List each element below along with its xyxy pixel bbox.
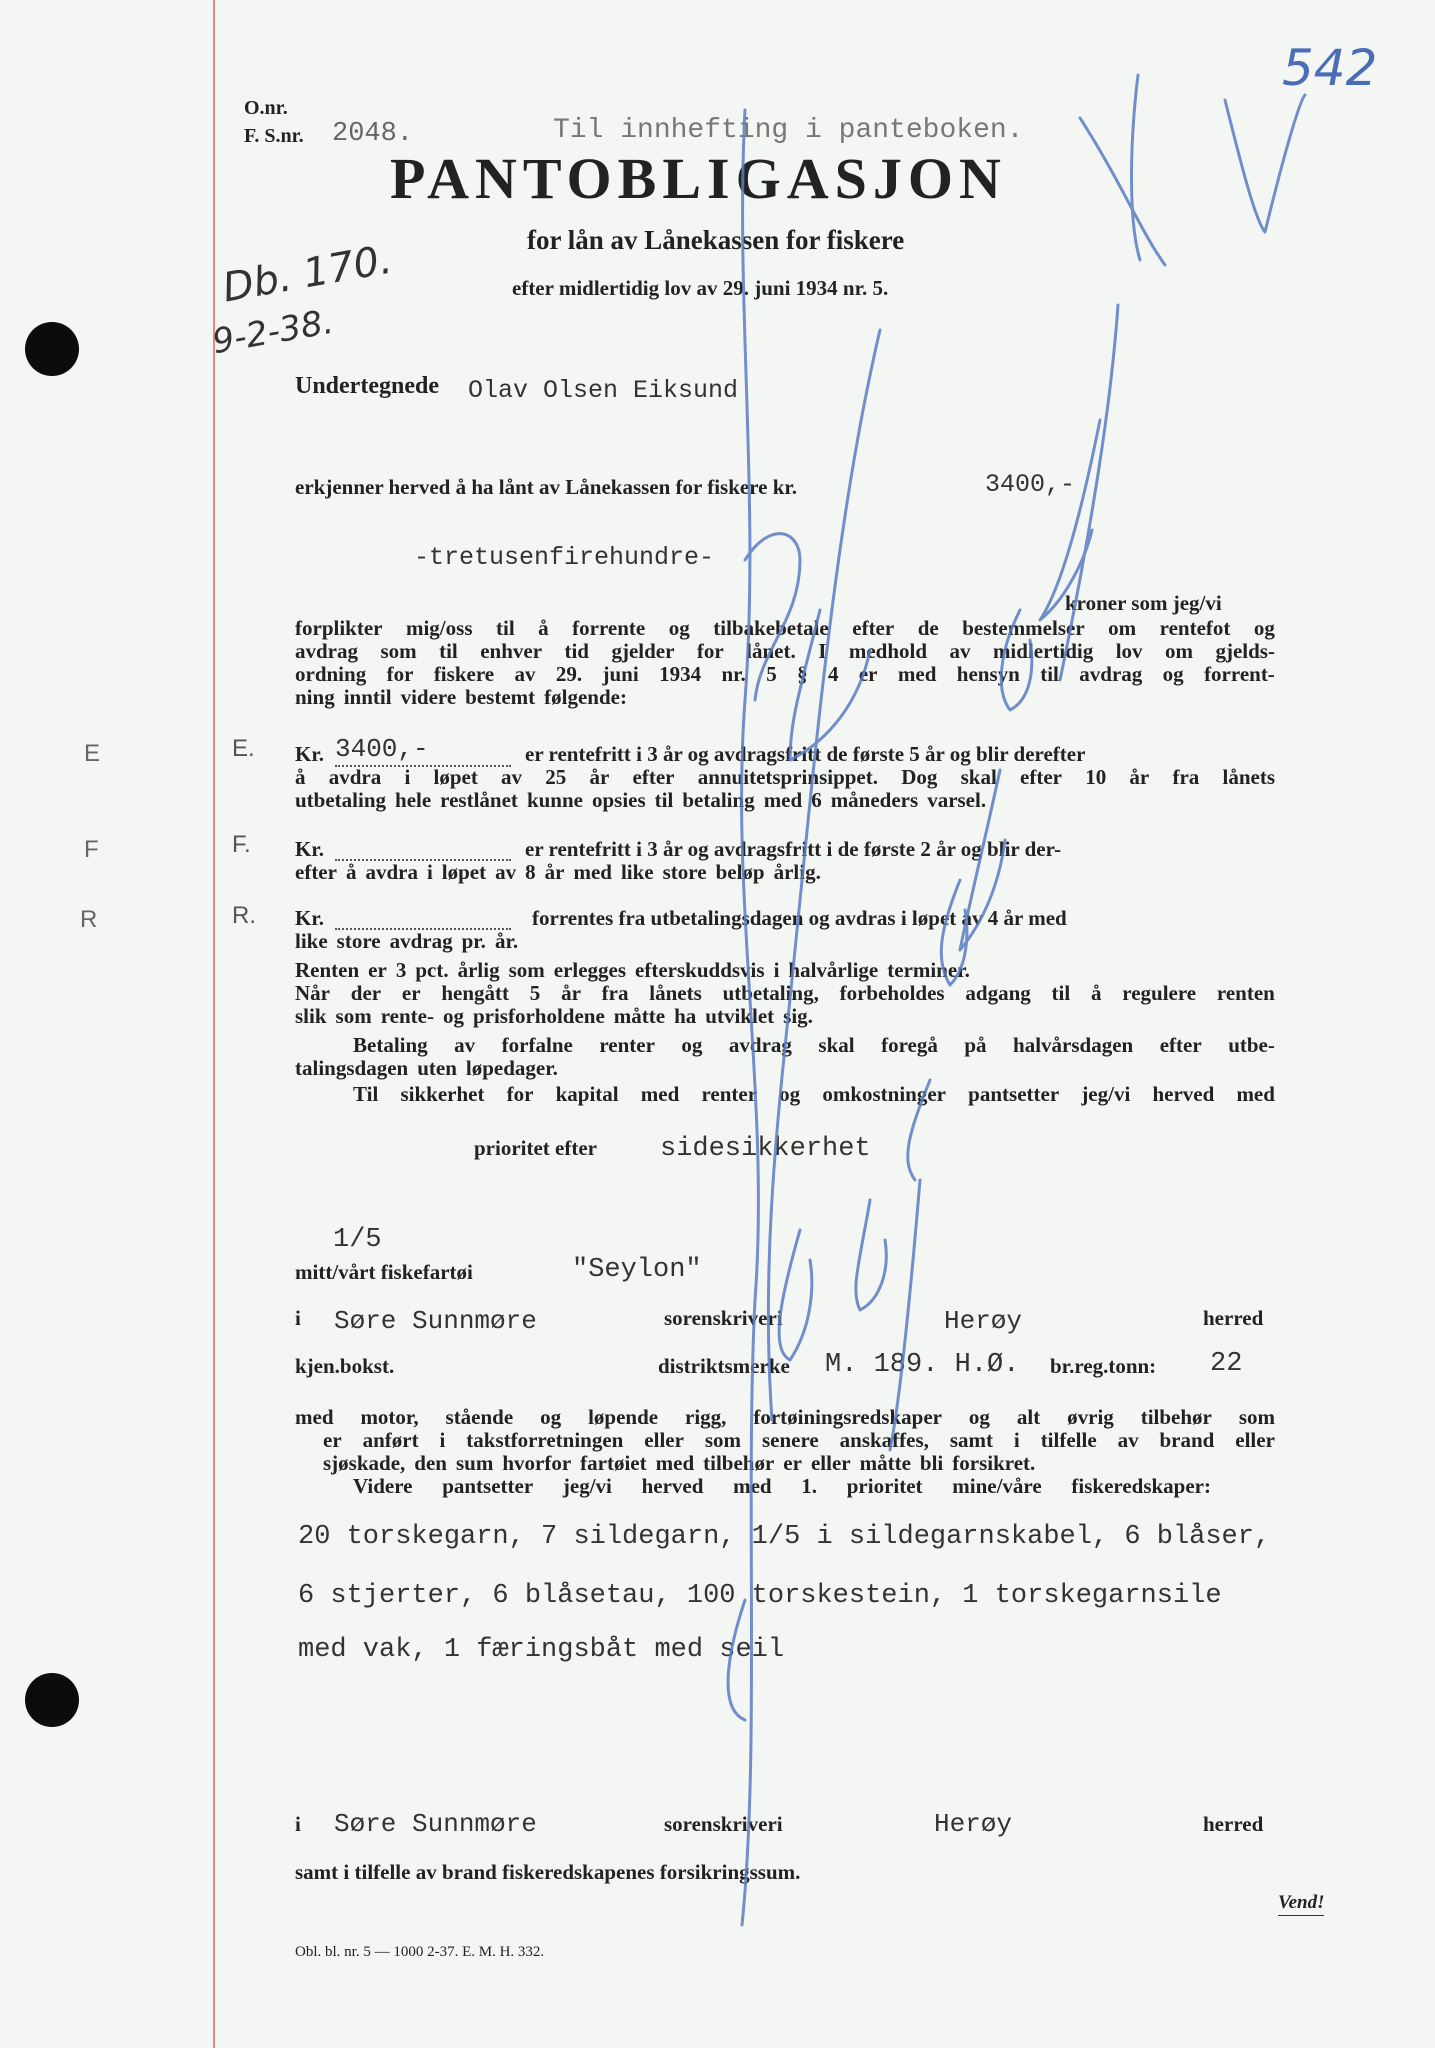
word: som [508, 958, 545, 982]
word: årlig [457, 958, 500, 982]
word: efter [632, 765, 675, 789]
word: er [401, 981, 421, 1005]
word: som [1238, 1405, 1275, 1429]
word: Renten [295, 958, 360, 982]
word: mine/våre [952, 1474, 1042, 1498]
word: herved [1152, 1082, 1215, 1106]
word: anskaffes, [839, 1428, 929, 1452]
word: senere [761, 1428, 819, 1452]
vessel-brreg: 22 [1210, 1349, 1243, 1379]
word: sjøskade, [323, 1451, 406, 1475]
word: måneders [830, 788, 919, 812]
word: utbetaling, [722, 981, 819, 1005]
word: 10 [1085, 765, 1107, 789]
word: av [1117, 1428, 1139, 1452]
word: Betaling [353, 1033, 428, 1057]
word: kunne [526, 788, 583, 812]
word: efter [1020, 765, 1062, 789]
word: terminer. [887, 958, 970, 982]
word: talingsdagen [295, 1056, 409, 1080]
word: gjelds- [1215, 639, 1275, 663]
word: måtte [613, 1004, 666, 1028]
word: jeg/vi [562, 1474, 612, 1498]
section-r-letter: R. [232, 902, 256, 929]
word: tilbakebetale [713, 616, 829, 640]
gear-line: med vak, 1 færingsbåt med seil [298, 1635, 785, 1665]
word: omkostninger [822, 1082, 947, 1106]
word: fiskere [433, 662, 495, 686]
word: 6 [811, 788, 822, 812]
word: like [620, 860, 654, 884]
word: tilbehør [1140, 1405, 1212, 1429]
word: sum [455, 1451, 494, 1475]
section-f-kr: Kr. [295, 837, 324, 861]
word: skal [818, 1033, 855, 1057]
word: 5 [529, 981, 541, 1005]
word: for [386, 662, 414, 686]
word: ordning [295, 662, 367, 686]
word: å [1090, 981, 1102, 1005]
word: fortøiningsredskaper [753, 1405, 942, 1429]
priority-label: prioritet efter [474, 1136, 597, 1160]
word: store [336, 929, 381, 953]
section-e-line1: er rentefritt i 3 år og avdragsfritt de første 5 år og blir derefter [525, 742, 1086, 766]
word: alt [1016, 1405, 1041, 1429]
vessel-sorenskriveri: sorenskriveri [664, 1306, 783, 1330]
word: prisforholdene [472, 1004, 605, 1028]
word: § [797, 662, 808, 686]
word: i [773, 958, 780, 982]
word: medhold [848, 639, 928, 663]
document-title: PANTOBLIGASJON [390, 146, 1007, 211]
word: måtte [859, 1451, 911, 1475]
word: tid [564, 639, 589, 663]
fsnr-value: 2048. [332, 119, 414, 149]
word: i [439, 1428, 446, 1452]
word: slik [295, 1004, 327, 1028]
word: og [442, 1004, 464, 1028]
word: samt [949, 1428, 993, 1452]
priority-value: sidesikkerhet [660, 1134, 871, 1164]
word: bli [919, 1451, 944, 1475]
word: i [1013, 1428, 1020, 1452]
section-f-line1: er rentefritt i 3 år og avdragsfritt i de første 2 år og blir der- [525, 837, 1062, 861]
word: 4 [827, 662, 839, 686]
word: og [779, 1082, 801, 1106]
word: til [496, 616, 515, 640]
margin-note-date: 9-2-38. [209, 301, 337, 363]
word: pantsetter [442, 1474, 534, 1498]
vessel-share: 1/5 [333, 1225, 382, 1255]
word: løpende [588, 1405, 659, 1429]
word: kapital [555, 1082, 619, 1106]
word: gjelder [611, 639, 675, 663]
word: erlegges [553, 958, 627, 982]
word: år [589, 765, 610, 789]
word: fartøiet [580, 1451, 647, 1475]
word: inntil [343, 685, 392, 709]
word: efter [1159, 1033, 1202, 1057]
word: år. [494, 929, 519, 953]
word: Når [295, 981, 330, 1005]
loan-amount: 3400,- [985, 470, 1076, 499]
word: 29. [555, 662, 583, 686]
word: annuitetsprinsippet. [697, 765, 878, 789]
word: tilbehør [703, 1451, 775, 1475]
vessel-kjen-bokst: kjen.bokst. [295, 1354, 395, 1378]
word: avdrag [389, 929, 453, 953]
word: tilfelle [1040, 1428, 1097, 1452]
fsnr-label: F. S.nr. [244, 125, 304, 147]
word: og [540, 1405, 562, 1429]
word: til [1040, 662, 1059, 686]
margin-note-ref: Db. 170. [219, 236, 396, 312]
binding-note: Til innhefting i panteboken. [553, 115, 1024, 146]
word: utbetaling [295, 788, 387, 812]
word: med [573, 860, 612, 884]
word: avdra [365, 860, 418, 884]
word: for [696, 639, 724, 663]
word: lånets [1222, 765, 1275, 789]
word: skal [960, 765, 997, 789]
word: år [544, 860, 565, 884]
word: enhver [480, 639, 543, 663]
word: å [295, 765, 306, 789]
word: der [350, 981, 382, 1005]
insurance-line: samt i tilfelle av brand fiskeredskapenes forsikringssum. [295, 1860, 801, 1884]
word: som [380, 639, 417, 663]
loan-amount-words: -tretusenfirehundre- [414, 543, 715, 572]
word: med [640, 1082, 680, 1106]
word: årlig. [773, 860, 821, 884]
word: og [1253, 616, 1275, 640]
gear-line: 20 torskegarn, 7 sildegarn, 1/5 i sildegarnskabel, 6 blåser, [298, 1522, 1271, 1552]
vessel-name: "Seylon" [572, 1255, 702, 1285]
word: forrent- [1204, 662, 1275, 686]
word: Dog [901, 765, 938, 789]
word: som [335, 1004, 372, 1028]
word: løpet [433, 765, 478, 789]
section-r-kr: Kr. [295, 906, 324, 930]
location2-i: i [295, 1812, 301, 1836]
word: restlånet [440, 788, 518, 812]
word: forfalne [501, 1033, 573, 1057]
word: fiskeredskaper: [1071, 1474, 1211, 1498]
word: pantsetter [968, 1082, 1060, 1106]
word: halvårlige [788, 958, 879, 982]
word: ning [295, 685, 335, 709]
location2-herred: herred [1203, 1812, 1264, 1836]
word: til [654, 788, 674, 812]
vessel-brreg-label: br.reg.tonn: [1050, 1354, 1157, 1378]
word: med [897, 662, 937, 686]
word: nr. [721, 662, 746, 686]
word: med [1236, 1082, 1275, 1106]
word: av [514, 662, 536, 686]
word: jeg/vi [1081, 1082, 1131, 1106]
section-e-letter: E. [232, 735, 255, 762]
word: prioritet [846, 1474, 923, 1498]
vessel-herred-name: Herøy [944, 1306, 1023, 1336]
word: rentefot [1159, 616, 1231, 640]
section-e-margin: E [84, 740, 101, 767]
word: er [368, 958, 387, 982]
section-e-amount-value: 3400,- [335, 734, 511, 767]
word: lånets [649, 981, 702, 1005]
location2-herred-name: Herøy [934, 1809, 1013, 1839]
word: sig. [783, 1004, 813, 1028]
word: takstforretningen [466, 1428, 624, 1452]
word: å [538, 616, 549, 640]
word: hele [395, 788, 432, 812]
signer-name: Olav Olsen Eiksund [468, 376, 739, 405]
word: I [818, 639, 827, 663]
word: motor, [360, 1405, 419, 1429]
word: rente- [380, 1004, 434, 1028]
word: regulere [1122, 981, 1197, 1005]
word: anført [362, 1428, 419, 1452]
word: i [426, 860, 433, 884]
section-r-margin: R [80, 906, 98, 933]
word: renten [1216, 981, 1275, 1005]
word: Videre [353, 1474, 413, 1498]
vessel-label: mitt/vårt fiskefartøi [295, 1260, 473, 1284]
section-f-letter: F. [232, 831, 251, 858]
loan-ack-text: erkjenner herved å ha lånt av Lånekassen for fiskere kr. [295, 475, 798, 499]
word: avdrag [1079, 662, 1143, 686]
word: rigg, [685, 1405, 727, 1429]
word: og [1162, 662, 1184, 686]
word: betaling [682, 788, 755, 812]
word: løpet [441, 860, 487, 884]
word: følgende: [544, 685, 627, 709]
gear-line: 6 stjerter, 6 blåsetau, 100 torskestein, 1 torskegarnsile [298, 1581, 1222, 1611]
word: ha [674, 1004, 697, 1028]
word: med [295, 1405, 334, 1429]
onr-label: O.nr. [244, 97, 288, 119]
word: på [964, 1033, 987, 1057]
word: og [668, 616, 690, 640]
word: forsikret. [952, 1451, 1036, 1475]
word: år [561, 981, 581, 1005]
word: Til [353, 1082, 379, 1106]
word: og [681, 1033, 703, 1057]
word: uten [417, 1056, 457, 1080]
word: med [763, 788, 803, 812]
word: 5 [766, 662, 777, 686]
word: forrente [572, 616, 646, 640]
word: pr. [461, 929, 486, 953]
vessel-distriktsmerke-label: distriktsmerke [658, 1354, 790, 1378]
word: forbeholdes [839, 981, 945, 1005]
vessel-herred: herred [1203, 1306, 1264, 1330]
word: med [655, 1451, 695, 1475]
word: å [345, 860, 357, 884]
vessel-i: i [295, 1306, 301, 1330]
word: avdrag [728, 1033, 792, 1057]
word: foregå [881, 1033, 938, 1057]
section-f-margin: F [84, 836, 99, 863]
word: utviklet [705, 1004, 775, 1028]
word: 8 [525, 860, 536, 884]
word: midlertidig [992, 639, 1094, 663]
word: avdra [328, 765, 382, 789]
word: store [662, 860, 707, 884]
word: juni [602, 662, 639, 686]
word: avdrag [295, 639, 358, 663]
word: opsies [591, 788, 646, 812]
word: løpedager. [465, 1056, 558, 1080]
word: 25 [545, 765, 567, 789]
word: av [501, 765, 523, 789]
word: brand [1159, 1428, 1215, 1452]
word: den [414, 1451, 447, 1475]
word: utbe- [1228, 1033, 1275, 1057]
word: til [1051, 981, 1071, 1005]
word: med [733, 1474, 772, 1498]
word: eller [1235, 1428, 1275, 1452]
section-e-kr: Kr. [295, 742, 324, 766]
vend-note: Vend! [1278, 1892, 1324, 1916]
word: om [1165, 639, 1194, 663]
word: efterskuddsvis [635, 958, 765, 982]
word: adgang [965, 981, 1031, 1005]
location2-sorenskriveri: sorenskriveri [664, 1812, 783, 1836]
form-reference: Obl. bl. nr. 5 — 1000 2-37. E. M. H. 332. [295, 1944, 545, 1960]
word: mig/oss [405, 616, 473, 640]
word: til [439, 639, 458, 663]
word: er [858, 662, 878, 686]
word: om [1108, 616, 1137, 640]
word: hengått [441, 981, 509, 1005]
word: beløp [715, 860, 765, 884]
word: er [783, 1451, 802, 1475]
word: forplikter [295, 616, 383, 640]
word: 3 [395, 958, 407, 982]
word: efter [852, 616, 895, 640]
word: stående [445, 1405, 514, 1429]
word: eller [810, 1451, 851, 1475]
word: renter [701, 1082, 758, 1106]
word: er [323, 1428, 342, 1452]
word: og [968, 1405, 990, 1429]
word: 1934 [659, 662, 702, 686]
section-r-line1: forrentes fra utbetalingsdagen og avdras i løpet av 4 år med [532, 906, 1067, 930]
word: videre [400, 685, 457, 709]
word: hensyn [956, 662, 1020, 686]
word: i [404, 765, 411, 789]
word: av [495, 860, 517, 884]
word: efter [295, 860, 337, 884]
word: eller [644, 1428, 684, 1452]
word: øvrig [1067, 1405, 1114, 1429]
document-subtitle: for lån av Lånekassen for fiskere [527, 225, 905, 255]
word: hvorfor [502, 1451, 572, 1475]
word: bestemmelser [962, 616, 1085, 640]
word: som [704, 1428, 742, 1452]
word: renter [599, 1033, 655, 1057]
signer-label: Undertegnede [295, 373, 439, 399]
word: varsel. [927, 788, 987, 812]
location2-district: Søre Sunnmøre [334, 1809, 537, 1839]
document-law-reference: efter midlertidig lov av 29. juni 1934 nr. 5. [512, 276, 889, 300]
word: 1. [801, 1474, 818, 1498]
word: fra [1172, 765, 1200, 789]
word: av [454, 1033, 476, 1057]
word: fra [601, 981, 629, 1005]
page-number: 542 [1282, 39, 1378, 97]
vessel-distriktsmerke: M. 189. H.Ø. [825, 1350, 1020, 1380]
kroner-text: kroner som jeg/vi [1065, 591, 1222, 615]
word: bestemt [465, 685, 536, 709]
word: sikkerhet [400, 1082, 485, 1106]
word: de [917, 616, 939, 640]
word: like [295, 929, 328, 953]
vessel-district: Søre Sunnmøre [334, 1306, 537, 1336]
word: lånet. [746, 639, 796, 663]
word: lov [1115, 639, 1143, 663]
word: halvårsdagen [1013, 1033, 1134, 1057]
word: år [1129, 765, 1150, 789]
word: herved [641, 1474, 704, 1498]
word: av [949, 639, 971, 663]
word: pct. [415, 958, 449, 982]
word: for [506, 1082, 534, 1106]
